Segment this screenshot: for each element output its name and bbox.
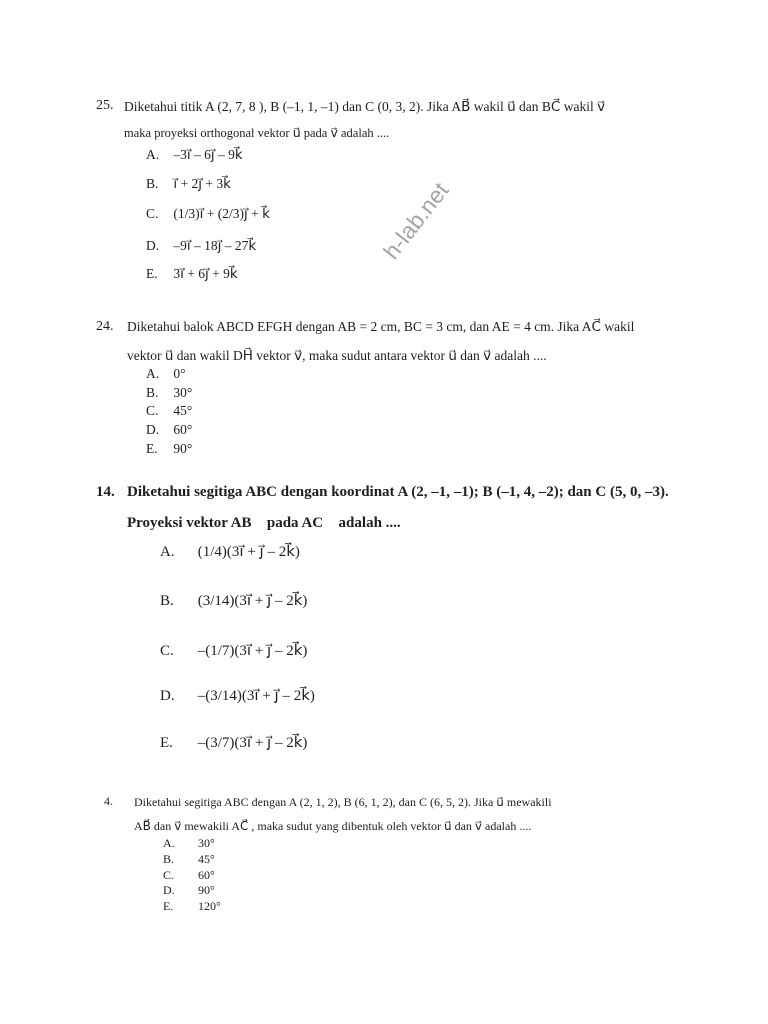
- option-letter: E.: [160, 735, 173, 751]
- option-text: 30°: [173, 385, 193, 400]
- option-letter: E.: [163, 899, 174, 913]
- question-text-line-2: maka proyeksi orthogonal vektor u⃗ pada v⃗ adalah ....: [124, 126, 390, 140]
- question-number: 24.: [96, 319, 114, 334]
- option-a[interactable]: [160, 544, 300, 560]
- option-d[interactable]: [163, 882, 215, 898]
- option-letter: A.: [146, 366, 160, 381]
- option-b[interactable]: [146, 176, 231, 192]
- option-text: –3i⃗ – 6j⃗ – 9k⃗: [173, 147, 243, 162]
- option-a[interactable]: [146, 366, 186, 382]
- option-e[interactable]: [160, 735, 307, 751]
- option-letter: B.: [160, 593, 174, 609]
- option-letter: D.: [163, 883, 175, 897]
- question-text-line-1: Diketahui balok ABCD EFGH dengan AB = 2 cm, BC = 3 cm, dan AE = 4 cm. Jika AC⃗ wakil: [127, 319, 635, 334]
- option-letter: C.: [146, 403, 159, 418]
- option-letter: D.: [146, 238, 160, 253]
- question-text-line-2: Proyeksi vektor AB⃗ pada AC⃗ adalah ....: [127, 515, 401, 531]
- watermark: h-lab.net: [378, 177, 454, 265]
- option-text: 120°: [198, 899, 221, 913]
- option-text: 60°: [198, 868, 215, 882]
- option-a[interactable]: [146, 147, 243, 163]
- option-d[interactable]: [146, 238, 256, 254]
- option-a[interactable]: [163, 835, 215, 851]
- option-letter: D.: [146, 422, 160, 437]
- option-letter: C.: [163, 868, 175, 882]
- option-c[interactable]: [146, 206, 270, 222]
- option-letter: B.: [146, 176, 159, 191]
- option-text: 45°: [173, 403, 193, 418]
- question-text-line-2: vektor u⃗ dan wakil DH⃗ vektor v⃗, maka sudut antara vektor u⃗ dan v⃗ adalah ....: [127, 348, 547, 363]
- option-text: 0°: [173, 366, 186, 381]
- option-text: (1/3)i⃗ + (2/3)j⃗ + k⃗: [173, 206, 270, 221]
- option-d[interactable]: [160, 688, 315, 704]
- option-letter: D.: [160, 688, 175, 704]
- option-text: –(3/7)(3i⃗ + j⃗ – 2k⃗): [197, 735, 308, 751]
- option-letter: E.: [146, 266, 158, 281]
- question-number: 14.: [96, 484, 115, 500]
- option-text: –(3/14)(3i⃗ + j⃗ – 2k⃗): [197, 688, 315, 704]
- option-c[interactable]: [160, 643, 307, 659]
- option-letter: B.: [146, 385, 159, 400]
- option-letter: B.: [163, 852, 175, 866]
- option-letter: E.: [146, 441, 158, 456]
- question-text-line-2: AB⃗ dan v⃗ mewakili AC⃗ , maka sudut yang dibentuk oleh vektor u⃗ dan v⃗ adalah ....: [134, 819, 532, 833]
- option-text: 90°: [173, 441, 193, 456]
- option-text: 60°: [173, 422, 193, 437]
- option-letter: A.: [146, 147, 160, 162]
- option-text: 3i⃗ + 6j⃗ + 9k⃗: [173, 266, 238, 281]
- option-letter: A.: [163, 836, 175, 850]
- question-number: 25.: [96, 98, 114, 113]
- option-letter: C.: [146, 206, 159, 221]
- question-text-line-1: Diketahui titik A (2, 7, 8 ), B (–1, 1, –1) dan C (0, 3, 2). Jika AB⃗ wakil u⃗ dan BC⃗ wakil v⃗: [124, 99, 606, 114]
- option-e[interactable]: [146, 441, 192, 457]
- option-text: 45°: [198, 852, 215, 866]
- option-text: (3/14)(3i⃗ + j⃗ – 2k⃗): [197, 593, 308, 609]
- option-b[interactable]: [160, 593, 307, 609]
- option-text: 90°: [198, 883, 215, 897]
- question-text-line-1: Diketahui segitiga ABC dengan koordinat A (2, –1, –1); B (–1, 4, –2); dan C (5, 0, –3).: [127, 484, 669, 500]
- option-text: i⃗ + 2j⃗ + 3k⃗: [173, 176, 231, 191]
- question-text-line-1: Diketahui segitiga ABC dengan A (2, 1, 2), B (6, 1, 2), dan C (6, 5, 2). Jika u⃗ mewakili: [134, 795, 552, 809]
- option-text: –(1/7)(3i⃗ + j⃗ – 2k⃗): [197, 643, 308, 659]
- option-c[interactable]: [163, 867, 215, 883]
- option-letter: A.: [160, 544, 175, 560]
- option-text: 30°: [198, 836, 215, 850]
- option-letter: C.: [160, 643, 174, 659]
- question-number: 4.: [104, 794, 113, 808]
- option-c[interactable]: [146, 403, 192, 419]
- option-text: –9i⃗ – 18j⃗ – 27k⃗: [173, 238, 257, 253]
- option-e[interactable]: [163, 898, 221, 914]
- option-b[interactable]: [146, 385, 192, 401]
- option-e[interactable]: [146, 266, 238, 282]
- option-b[interactable]: [163, 851, 215, 867]
- option-text: (1/4)(3i⃗ + j⃗ – 2k⃗): [197, 544, 300, 560]
- option-d[interactable]: [146, 422, 192, 438]
